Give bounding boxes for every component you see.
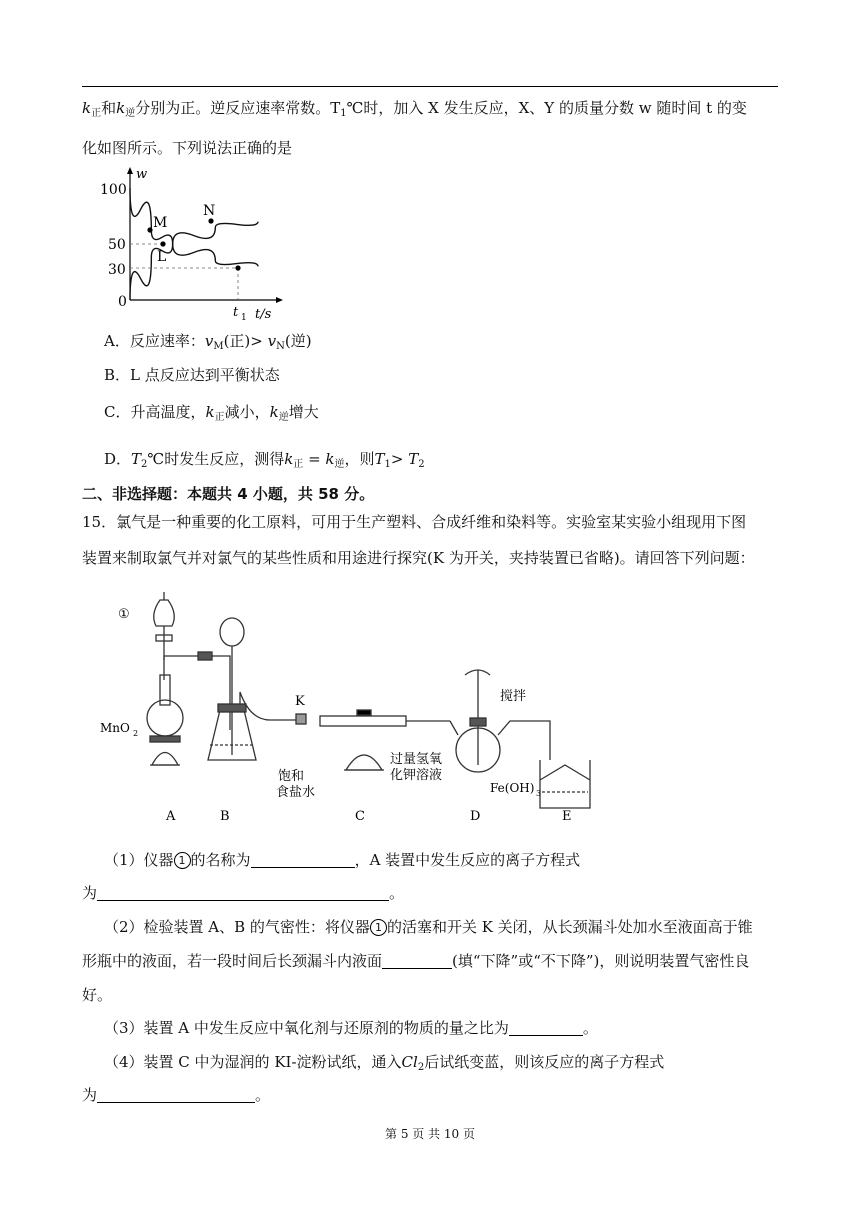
y-axis-arrow — [127, 167, 133, 174]
sat-label-2: 食盐水 — [276, 785, 316, 800]
kinetics-chart — [90, 164, 290, 324]
q2-line-2: 形瓶中的液面，若一段时间后长颈漏斗内液面 (填“下降”或“不下降”)，则说明装置气密性良 — [82, 952, 750, 970]
header-rule — [82, 86, 778, 87]
label-B: B — [220, 809, 230, 824]
label-D: D — [470, 809, 481, 824]
x-tick-t1-sub: 1 — [241, 313, 247, 323]
answer-blank-4[interactable] — [509, 1019, 583, 1036]
burner-C — [346, 755, 382, 770]
koh-label-2: 化钾溶液 — [390, 768, 443, 783]
point-N — [208, 218, 213, 223]
burner-A — [152, 753, 178, 766]
y-tick-50: 50 — [108, 237, 126, 253]
tube-C — [320, 716, 406, 726]
point-L — [160, 241, 165, 246]
thistle-funnel — [220, 618, 244, 646]
option-C: C．升高温度，$k_正$减小，$k_逆$增大 — [104, 403, 319, 423]
q15-line-2: 装置来制取氯气并对氯气的某些性质和用途进行探究(K 为开关，夹持装置已省略)。请回答下列问题： — [82, 549, 755, 567]
y-tick-100: 100 — [100, 182, 127, 198]
point-M — [147, 227, 152, 232]
k-label: K — [295, 694, 305, 709]
apparatus-diagram — [100, 580, 600, 825]
option-A: A．反应速率：$v_M$(正)> $v_N$(逆) — [104, 332, 312, 352]
label-A: A — [166, 809, 176, 824]
mno2-label: MnO — [100, 721, 130, 735]
x-tick-t1: t — [233, 305, 239, 320]
label-M: M — [153, 215, 168, 231]
q1-line-2: 为 。 — [82, 884, 405, 902]
q2-line-1: （2）检验装置 A、B 的气密性：将仪器 1 的活塞和开关 K 关闭，从长颈漏斗处加水至液面高于锥 — [104, 918, 753, 936]
y-axis-label: w — [136, 167, 148, 182]
point-t1 — [235, 265, 240, 270]
label-L: L — [157, 249, 167, 265]
sat-label-1: 饱和 — [278, 769, 305, 784]
q15-line-1: 15．氯气是一种重要的化工原料，可用于生产塑料、合成纤维和染料等。实验室某实验小组现用下图 — [82, 513, 747, 531]
answer-blank-5[interactable] — [97, 1086, 255, 1103]
sep-funnel — [154, 600, 175, 626]
switch-K — [296, 714, 306, 724]
beaker-E — [540, 760, 590, 808]
label-C: C — [355, 809, 365, 824]
q4-line-2: 为 。 — [82, 1086, 271, 1104]
answer-blank-2[interactable] — [97, 884, 389, 901]
feoh-label: Fe(OH) — [490, 781, 535, 795]
answer-blank-1[interactable] — [251, 851, 355, 868]
series-line-0 — [130, 188, 258, 266]
section-heading: 二、非选择题：本题共 4 小题，共 58 分。 — [82, 485, 375, 503]
q3-line: （3）装置 A 中发生反应中氧化剂与还原剂的物质的量之比为 。 — [104, 1019, 598, 1037]
circle-label: ① — [118, 607, 130, 622]
label-N: N — [203, 203, 216, 219]
intro-line-2: 化如图所示。下列说法正确的是 — [82, 139, 293, 157]
q1-line-1: （1）仪器 1 的名称为 ，A 装置中发生反应的离子方程式 — [104, 851, 581, 869]
label-E: E — [562, 809, 572, 824]
y-tick-0: 0 — [118, 294, 127, 310]
x-axis-arrow — [276, 297, 283, 303]
svg-text:3: 3 — [536, 789, 542, 798]
answer-blank-3[interactable] — [382, 952, 452, 969]
option-B: B．L 点反应达到平衡状态 — [104, 366, 280, 384]
q2-line-3: 好。 — [82, 986, 113, 1004]
y-tick-30: 30 — [108, 262, 126, 278]
svg-text:2: 2 — [133, 729, 139, 738]
page-footer: 第 5 页 共 10 页 — [385, 1127, 475, 1141]
x-axis-label: t/s — [255, 307, 272, 322]
q4-line-1: （4）装置 C 中为湿润的 KI-淀粉试纸，通入$Cl_2$后试纸变蓝，则该反应的离子方程式 — [104, 1053, 665, 1073]
stir-label: 搅拌 — [500, 689, 527, 704]
koh-label-1: 过量氢氧 — [390, 752, 443, 767]
series-line-1 — [130, 222, 258, 300]
option-D: D．$T_2℃$时发生反应，测得$k_正 = k_逆$，则$T_1> T_2$ — [104, 450, 425, 470]
intro-line-1: $k_正$和$k_逆$分别为正。逆反应速率常数。$T_1℃$时，加入 X 发生反应，X、Y 的质量分数 w 随时间 t 的变 — [82, 99, 747, 119]
